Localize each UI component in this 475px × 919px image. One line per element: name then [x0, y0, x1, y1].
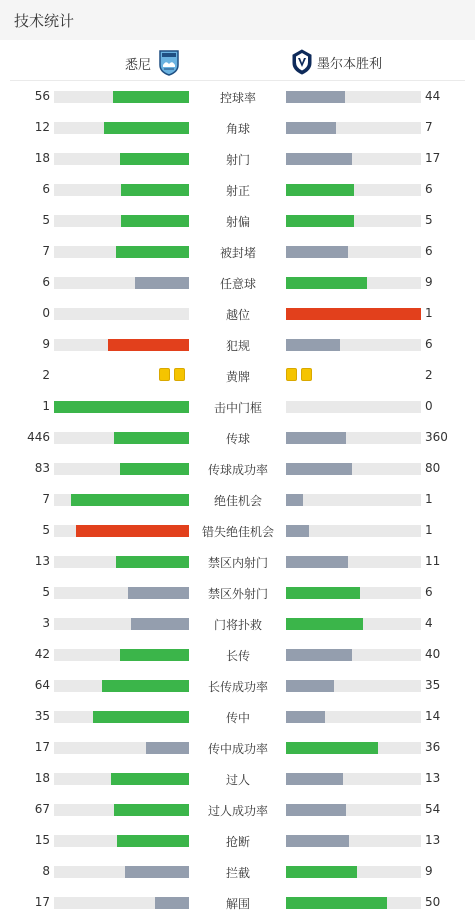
stat-label: 犯规	[225, 339, 250, 353]
home-bar-fill	[146, 742, 189, 754]
away-bar-track	[286, 680, 421, 692]
stat-label: 射偏	[225, 215, 250, 229]
away-value: 2	[425, 368, 433, 382]
home-team-name: 悉尼	[124, 57, 151, 73]
home-bar-track	[54, 215, 189, 227]
home-value: 18	[34, 771, 50, 785]
yellow-card-icon	[159, 368, 170, 381]
away-bar-fill	[286, 649, 352, 661]
home-bar-fill	[102, 680, 189, 692]
stat-row	[0, 640, 475, 671]
home-bar-fill	[120, 153, 189, 165]
stat-row	[0, 547, 475, 578]
teams-header	[10, 41, 465, 81]
home-bar-track	[54, 153, 189, 165]
stat-row	[0, 454, 475, 485]
away-value: 7	[425, 120, 433, 134]
home-value: 6	[42, 275, 50, 289]
stat-row	[0, 113, 475, 144]
home-bar-fill	[131, 618, 189, 630]
home-bar-fill	[128, 587, 189, 599]
stat-label: 传球成功率	[207, 463, 268, 477]
home-bar-track	[54, 184, 189, 196]
stat-row	[0, 857, 475, 888]
away-value: 54	[425, 802, 441, 816]
stat-row	[0, 888, 475, 919]
home-bar-track	[54, 246, 189, 258]
stat-label: 长传	[225, 649, 250, 663]
away-bar-fill	[286, 494, 303, 506]
home-value: 83	[34, 461, 50, 475]
header-bar	[0, 0, 475, 40]
stat-row	[0, 330, 475, 361]
stat-row	[0, 671, 475, 702]
stat-row	[0, 733, 475, 764]
stat-row	[0, 206, 475, 237]
stat-label: 传球	[225, 432, 250, 446]
home-value: 5	[42, 213, 50, 227]
stat-row	[0, 609, 475, 640]
away-bar-track	[286, 711, 421, 723]
home-bar-track	[54, 556, 189, 568]
home-bar-fill	[155, 897, 189, 909]
home-bar-fill	[111, 773, 189, 785]
home-bar-track	[54, 866, 189, 878]
home-value: 56	[34, 89, 50, 103]
away-bar-track	[286, 246, 421, 258]
home-value: 64	[34, 678, 50, 692]
stat-label: 错失绝佳机会	[201, 525, 274, 539]
away-bar-fill	[286, 246, 348, 258]
stat-row	[0, 516, 475, 547]
home-bar-fill	[93, 711, 189, 723]
home-bar-fill	[135, 277, 189, 289]
home-value: 8	[42, 864, 50, 878]
stat-label: 击中门框	[213, 401, 262, 415]
away-bar-track	[286, 184, 421, 196]
away-bar-track	[286, 866, 421, 878]
away-team[interactable]	[291, 49, 382, 75]
away-bar-fill	[286, 91, 345, 103]
home-team[interactable]	[125, 50, 180, 76]
away-bar-track	[286, 215, 421, 227]
away-value: 11	[425, 554, 441, 568]
stat-label: 控球率	[219, 91, 256, 105]
stat-label: 传中	[225, 711, 250, 725]
stat-label: 越位	[225, 308, 250, 322]
stat-label: 传中成功率	[207, 742, 268, 756]
home-bar-track	[54, 525, 189, 537]
away-value: 13	[425, 771, 441, 785]
home-value: 6	[42, 182, 50, 196]
away-yellow-cards	[286, 368, 316, 381]
home-value: 1	[42, 399, 50, 413]
away-value: 6	[425, 182, 433, 196]
sydney-crest-icon	[158, 50, 180, 76]
home-bar-fill	[121, 184, 189, 196]
away-bar-fill	[286, 122, 336, 134]
away-bar-fill	[286, 339, 340, 351]
stat-row	[0, 144, 475, 175]
away-value: 6	[425, 585, 433, 599]
home-bar-fill	[104, 122, 189, 134]
away-value: 36	[425, 740, 441, 754]
away-bar-track	[286, 277, 421, 289]
home-value: 42	[34, 647, 50, 661]
home-bar-track	[54, 432, 189, 444]
away-bar-track	[286, 804, 421, 816]
stat-label: 射门	[225, 153, 250, 167]
away-bar-track	[286, 91, 421, 103]
away-bar-track	[286, 742, 421, 754]
stat-label: 射正	[225, 184, 250, 198]
stat-label: 长传成功率	[207, 680, 268, 694]
away-bar-fill	[286, 866, 357, 878]
home-bar-track	[54, 463, 189, 475]
away-bar-fill	[286, 835, 349, 847]
home-bar-fill	[116, 246, 189, 258]
stat-label: 过人	[225, 773, 250, 787]
stat-row	[0, 702, 475, 733]
home-bar-track	[54, 587, 189, 599]
home-value: 18	[34, 151, 50, 165]
away-value: 6	[425, 337, 433, 351]
stat-row	[0, 795, 475, 826]
home-value: 17	[34, 895, 50, 909]
away-bar-fill	[286, 277, 367, 289]
away-value: 35	[425, 678, 441, 692]
home-value: 5	[42, 523, 50, 537]
home-value: 9	[42, 337, 50, 351]
away-team-name: 墨尔本胜利	[317, 56, 383, 72]
yellow-card-icon	[174, 368, 185, 381]
stat-label: 解围	[225, 897, 250, 911]
away-bar-track	[286, 649, 421, 661]
stat-label: 抢断	[225, 835, 250, 849]
home-bar-fill	[120, 649, 189, 661]
home-bar-track	[54, 742, 189, 754]
away-value: 17	[425, 151, 441, 165]
stat-label: 禁区外射门	[207, 587, 268, 601]
away-bar-track	[286, 401, 421, 413]
home-bar-track	[54, 773, 189, 785]
away-bar-fill	[286, 680, 334, 692]
away-bar-track	[286, 432, 421, 444]
home-value: 3	[42, 616, 50, 630]
stat-label: 任意球	[219, 277, 256, 291]
yellow-card-icon	[286, 368, 297, 381]
stat-label: 禁区内射门	[207, 556, 268, 570]
away-bar-fill	[286, 587, 360, 599]
home-value: 15	[34, 833, 50, 847]
away-bar-track	[286, 835, 421, 847]
stat-row	[0, 764, 475, 795]
melbourne-victory-crest-icon	[291, 49, 313, 75]
away-bar-fill	[286, 153, 352, 165]
home-bar-track	[54, 122, 189, 134]
home-bar-fill	[125, 866, 189, 878]
away-bar-track	[286, 556, 421, 568]
home-bar-fill	[120, 463, 189, 475]
away-bar-fill	[286, 742, 378, 754]
home-bar-fill	[113, 91, 189, 103]
stat-label: 门将扑救	[213, 618, 262, 632]
away-value: 1	[425, 523, 433, 537]
home-bar-track	[54, 680, 189, 692]
stat-row	[0, 175, 475, 206]
away-bar-fill	[286, 525, 309, 537]
away-bar-fill	[286, 804, 346, 816]
home-bar-track	[54, 649, 189, 661]
away-bar-track	[286, 339, 421, 351]
stat-row	[0, 423, 475, 454]
home-bar-track	[54, 618, 189, 630]
away-bar-fill	[286, 711, 325, 723]
away-value: 9	[425, 864, 433, 878]
away-bar-track	[286, 463, 421, 475]
home-bar-fill	[116, 556, 189, 568]
home-bar-fill	[76, 525, 189, 537]
away-value: 14	[425, 709, 441, 723]
home-value: 12	[34, 120, 50, 134]
away-value: 80	[425, 461, 441, 475]
home-bar-fill	[114, 804, 189, 816]
home-value: 5	[42, 585, 50, 599]
page-title: 技术统计	[14, 12, 75, 30]
away-value: 360	[425, 430, 448, 444]
home-yellow-cards	[159, 368, 189, 381]
away-bar-track	[286, 773, 421, 785]
away-bar-fill	[286, 463, 352, 475]
stat-label: 绝佳机会	[213, 494, 262, 508]
away-value: 0	[425, 399, 433, 413]
away-bar-fill	[286, 215, 354, 227]
home-bar-track	[54, 804, 189, 816]
away-bar-track	[286, 525, 421, 537]
home-value: 7	[42, 492, 50, 506]
away-bar-track	[286, 897, 421, 909]
home-value: 35	[34, 709, 50, 723]
away-value: 1	[425, 492, 433, 506]
away-bar-track	[286, 494, 421, 506]
away-value: 50	[425, 895, 441, 909]
home-bar-track	[54, 91, 189, 103]
away-value: 4	[425, 616, 433, 630]
home-bar-fill	[121, 215, 189, 227]
away-value: 9	[425, 275, 433, 289]
away-bar-fill	[286, 897, 387, 909]
home-bar-track	[54, 401, 189, 413]
stat-row	[0, 82, 475, 113]
stat-row	[0, 361, 475, 392]
home-bar-fill	[108, 339, 189, 351]
home-bar-fill	[114, 432, 189, 444]
stat-row	[0, 578, 475, 609]
away-bar-fill	[286, 432, 346, 444]
stat-row	[0, 485, 475, 516]
stat-label: 被封堵	[219, 246, 256, 260]
home-value: 2	[42, 368, 50, 382]
home-bar-track	[54, 711, 189, 723]
home-value: 446	[27, 430, 50, 444]
stat-row	[0, 268, 475, 299]
home-bar-track	[54, 308, 189, 320]
away-bar-track	[286, 587, 421, 599]
stat-row	[0, 237, 475, 268]
away-value: 5	[425, 213, 433, 227]
stat-row	[0, 299, 475, 330]
stat-label: 角球	[225, 122, 250, 136]
home-bar-track	[54, 494, 189, 506]
home-value: 0	[42, 306, 50, 320]
away-value: 6	[425, 244, 433, 258]
away-bar-fill	[286, 618, 363, 630]
home-value: 17	[34, 740, 50, 754]
stat-row	[0, 392, 475, 423]
home-bar-track	[54, 835, 189, 847]
away-bar-track	[286, 618, 421, 630]
stat-row	[0, 826, 475, 857]
away-value: 1	[425, 306, 433, 320]
home-bar-fill	[54, 401, 189, 413]
away-bar-fill	[286, 556, 348, 568]
home-bar-track	[54, 897, 189, 909]
home-value: 13	[34, 554, 50, 568]
stat-label: 黄牌	[225, 370, 250, 384]
home-bar-track	[54, 277, 189, 289]
home-bar-fill	[117, 835, 189, 847]
away-bar-fill	[286, 308, 421, 320]
away-bar-track	[286, 153, 421, 165]
away-bar-fill	[286, 184, 354, 196]
away-value: 13	[425, 833, 441, 847]
home-bar-fill	[71, 494, 189, 506]
home-bar-track	[54, 339, 189, 351]
stat-label: 过人成功率	[207, 804, 268, 818]
home-value: 67	[34, 802, 50, 816]
stat-label: 拦截	[225, 866, 250, 880]
away-bar-fill	[286, 773, 343, 785]
away-bar-track	[286, 308, 421, 320]
away-value: 40	[425, 647, 441, 661]
away-value: 44	[425, 89, 441, 103]
yellow-card-icon	[301, 368, 312, 381]
home-value: 7	[42, 244, 50, 258]
away-bar-track	[286, 122, 421, 134]
